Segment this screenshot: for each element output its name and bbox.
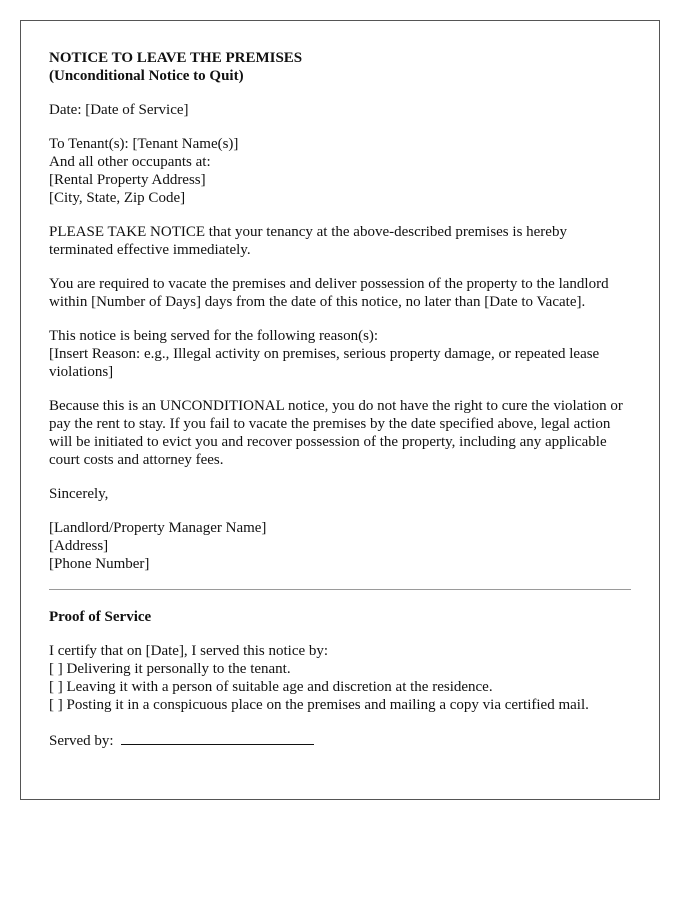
proof-of-service-block xyxy=(49,642,631,714)
document-title: NOTICE TO LEAVE THE PREMISES xyxy=(49,50,303,66)
served-by-row xyxy=(49,730,631,750)
notice-document xyxy=(20,20,660,800)
date-line: Date: [Date of Service] xyxy=(49,102,189,118)
proof-intro: I certify that on [Date], I served this notice by: xyxy=(49,643,329,659)
served-by-label: Served by: xyxy=(49,733,114,749)
served-by-signature-line xyxy=(121,730,314,745)
proof-option-posting: [ ] Posting it in a conspicuous place on the premises and mailing a copy via certified mail. xyxy=(49,697,589,713)
signature-address-line: [Address] xyxy=(49,538,109,554)
signature-name-line: [Landlord/Property Manager Name] xyxy=(49,520,267,536)
recipient-block xyxy=(49,135,631,207)
proof-option-personal: [ ] Delivering it personally to the tenant. xyxy=(49,661,291,677)
document-subtitle: (Unconditional Notice to Quit) xyxy=(49,68,244,84)
reason-intro: This notice is being served for the following reason(s): xyxy=(49,328,379,344)
vacate-paragraph: You are required to vacate the premises and deliver possession of the property to the landlord within [Number of Days] days from the date of this notice, no later than [Date to Vacate]. xyxy=(49,276,609,310)
termination-paragraph: PLEASE TAKE NOTICE that your tenancy at the above-described premises is hereby terminated effective immediately. xyxy=(49,224,567,258)
closing: Sincerely, xyxy=(49,486,109,502)
recipient-occupants-line: And all other occupants at: xyxy=(49,154,211,170)
unconditional-paragraph: Because this is an UNCONDITIONAL notice, you do not have the right to cure the violation or pay the rent to stay. If you fail to vacate the premises by the date specified above, legal action will be initiated to evict you and recover possession of the property, including any applicable court costs and attorney fees. xyxy=(49,398,623,468)
recipient-city-line: [City, State, Zip Code] xyxy=(49,190,186,206)
reason-text: [Insert Reason: e.g., Illegal activity on premises, serious property damage, or repeated lease violations] xyxy=(49,346,600,380)
reason-block xyxy=(49,327,631,381)
recipient-tenant-line: To Tenant(s): [Tenant Name(s)] xyxy=(49,136,239,152)
proof-option-leaving: [ ] Leaving it with a person of suitable age and discretion at the residence. xyxy=(49,679,493,695)
signature-phone-line: [Phone Number] xyxy=(49,556,150,572)
recipient-address-line: [Rental Property Address] xyxy=(49,172,206,188)
signature-block xyxy=(49,519,631,573)
proof-of-service-heading: Proof of Service xyxy=(49,609,152,625)
section-divider xyxy=(49,589,631,590)
